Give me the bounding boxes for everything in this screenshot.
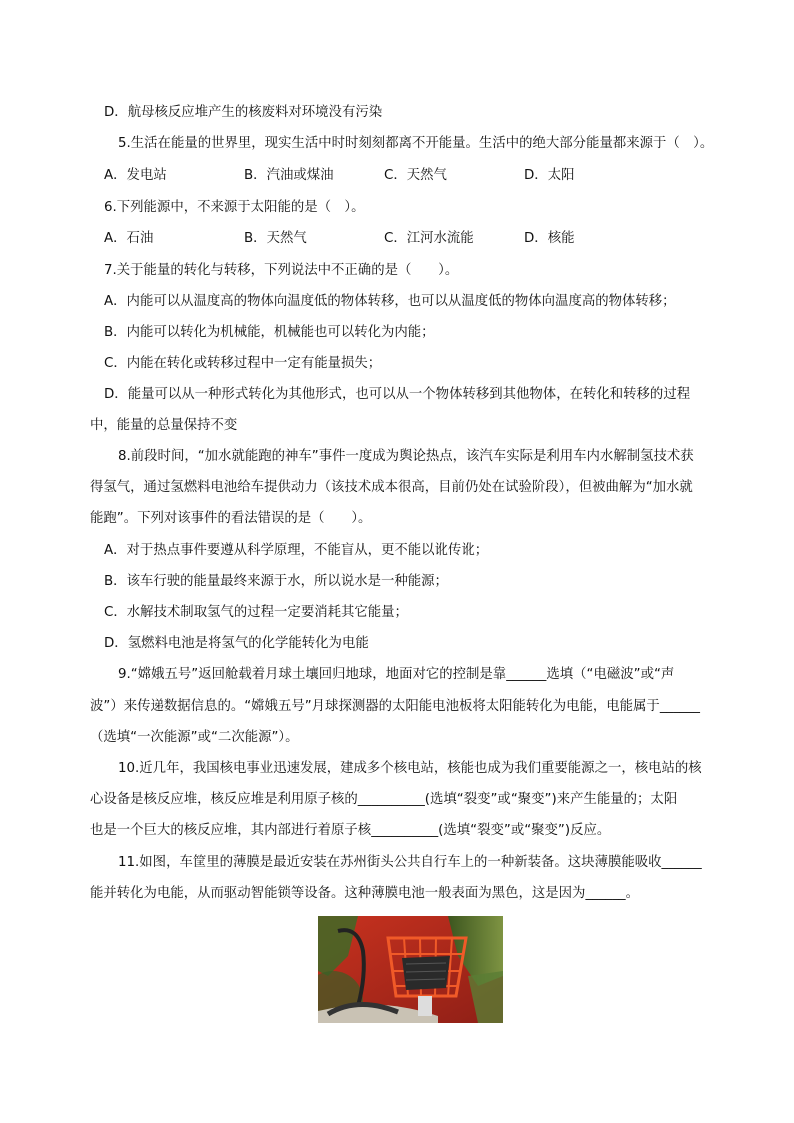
q5-option-c: C．天然气	[384, 168, 447, 183]
q6-option-a: A．石油	[104, 231, 154, 246]
q8-option-d: D．氢燃料电池是将氢气的化学能转化为电能	[104, 636, 369, 651]
q9-stem-3: （选填“一次能源”或“二次能源”）。	[90, 730, 299, 745]
q8-stem-1: 8.前段时间，“加水就能跑的神车”事件一度成为舆论热点，该汽车实际是利用车内水解制氢技术获	[118, 449, 694, 464]
q9-stem-1: 9.“嫦娥五号”返回舱载着月球土壤回归地球，地面对它的控制是靠______选填（“电磁波”或“声	[118, 667, 675, 682]
bicycle-basket-illustration	[318, 916, 503, 1023]
q6-option-c: C．江河水流能	[384, 231, 474, 246]
q10-stem-2: 心设备是核反应堆，核反应堆是利用原子核的__________(选填“裂变”或“聚变”)来产生能量的；太阳	[90, 792, 678, 807]
q7-stem: 7.关于能量的转化与转移，下列说法中不正确的是（ ）。	[104, 263, 459, 278]
q7-option-d-cont: 中，能量的总量保持不变	[90, 418, 238, 433]
q6-option-d: D．核能	[524, 231, 575, 246]
q8-stem-2: 得氢气，通过氢燃料电池给车提供动力（该技术成本很高，目前仍处在试验阶段），但被曲解为“加水就	[90, 480, 693, 495]
bicycle-basket-photo	[318, 916, 503, 1023]
q11-stem-2: 能并转化为电能，从而驱动智能锁等设备。这种薄膜电池一般表面为黑色，这是因为______。	[90, 886, 640, 901]
q7-option-a: A．内能可以从温度高的物体向温度低的物体转移，也可以从温度低的物体向温度高的物体转移；	[104, 294, 676, 309]
q11-stem-1: 11.如图，车筐里的薄膜是最近安装在苏州街头公共自行车上的一种新装备。这块薄膜能吸收______	[118, 855, 702, 870]
q5-option-a: A．发电站	[104, 168, 167, 183]
q8-stem-3: 能跑”。下列对该事件的看法错误的是（ ）。	[90, 511, 372, 526]
q8-option-a: A．对于热点事件要遵从科学原理，不能盲从，更不能以讹传讹；	[104, 543, 489, 558]
q6-stem: 6.下列能源中，不来源于太阳能的是（ ）。	[104, 200, 365, 215]
q5-option-d: D．太阳	[524, 168, 575, 183]
q5-stem: 5.生活在能量的世界里，现实生活中时时刻刻都离不开能量。生活中的绝大部分能量都来源于（ ）。	[118, 136, 714, 151]
q10-stem-1: 10.近几年，我国核电事业迅速发展，建成多个核电站，核能也成为我们重要能源之一，核电站的核	[118, 761, 702, 776]
q8-option-b: B．该车行驶的能量最终来源于水，所以说水是一种能源；	[104, 574, 448, 589]
q5-options	[104, 166, 574, 186]
q9-stem-2: 波”）来传递数据信息的。“嫦娥五号”月球探测器的太阳能电池板将太阳能转化为电能，电能属于______	[90, 699, 700, 714]
q10-stem-3: 也是一个巨大的核反应堆，其内部进行着原子核__________(选填“裂变”或“聚变”)反应。	[90, 823, 611, 838]
q7-option-c: C．内能在转化或转移过程中一定有能量损失；	[104, 356, 382, 371]
q6-options	[104, 229, 574, 249]
q8-option-c: C．水解技术制取氢气的过程一定要消耗其它能量；	[104, 605, 408, 620]
q7-option-b: B．内能可以转化为机械能，机械能也可以转化为内能；	[104, 325, 435, 340]
q6-option-b: B．天然气	[244, 231, 307, 246]
q4-option-d: D．航母核反应堆产生的核废料对环境没有污染	[104, 105, 383, 120]
q5-option-b: B．汽油或煤油	[244, 168, 334, 183]
q7-option-d: D．能量可以从一种形式转化为其他形式，也可以从一个物体转移到其他物体，在转化和转移的过程	[104, 387, 691, 402]
